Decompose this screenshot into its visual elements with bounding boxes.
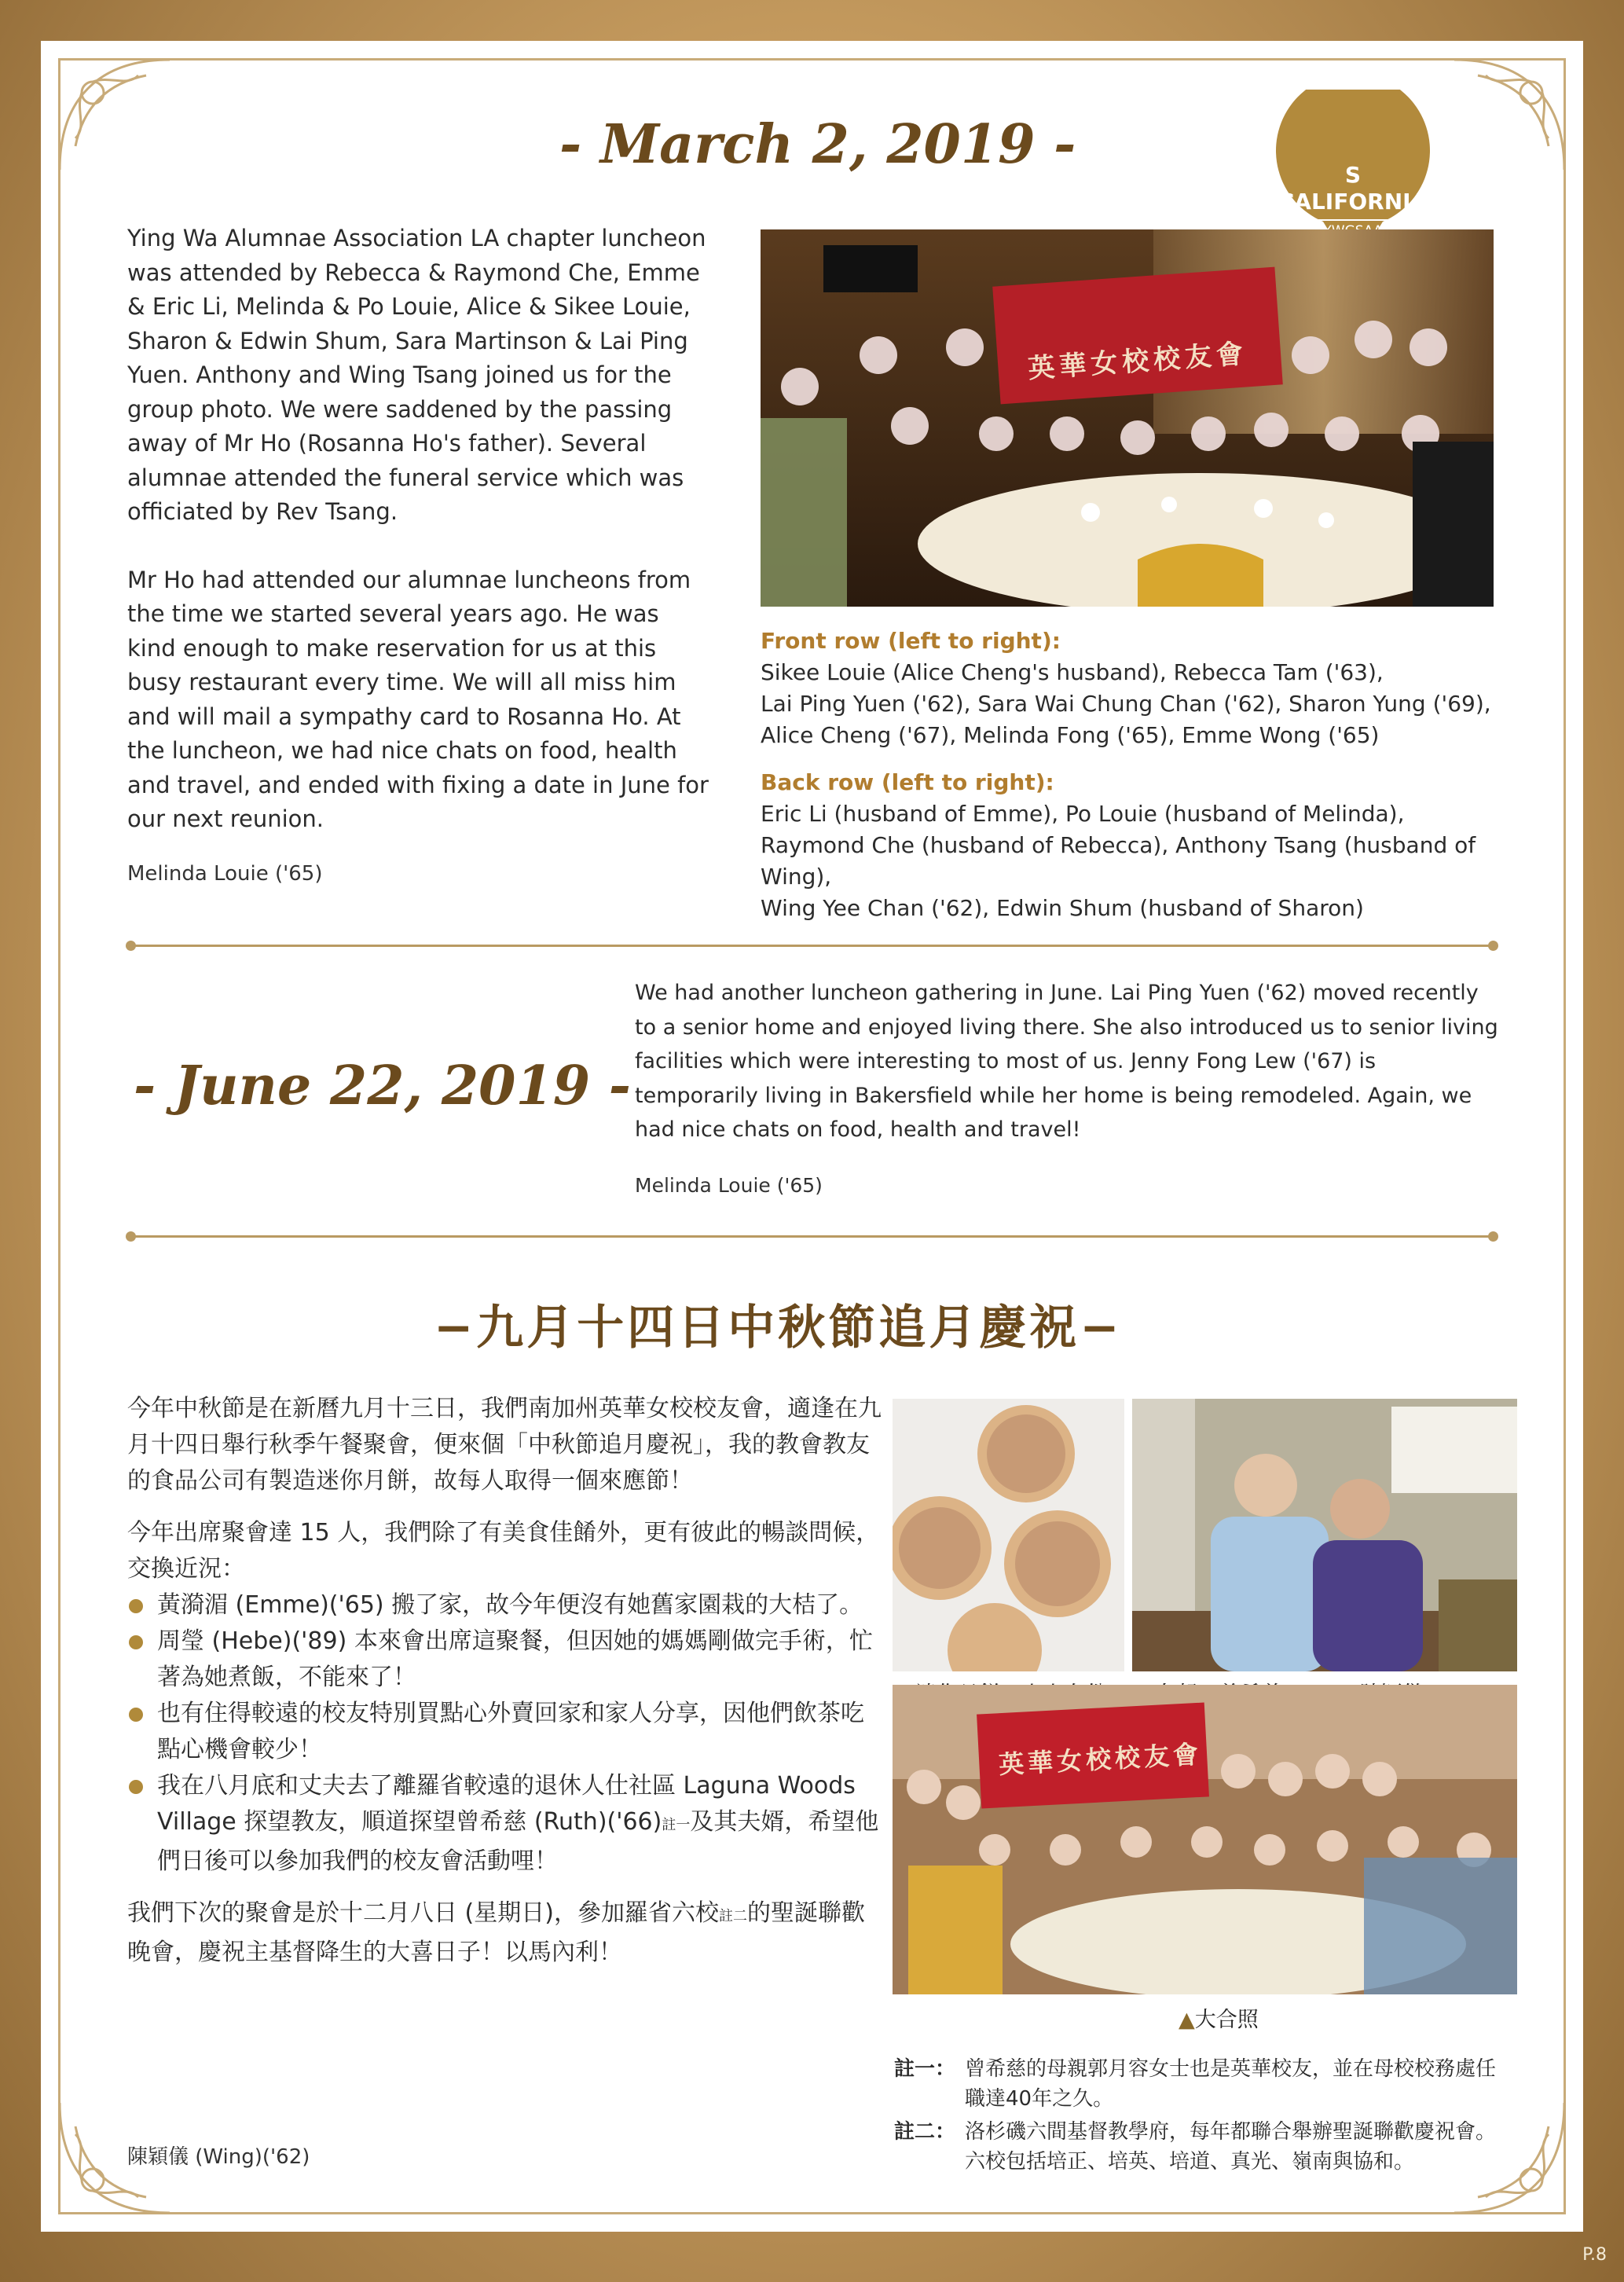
back-row-label: Back row (left to right): — [761, 769, 1054, 795]
note1-ref: 註一 — [662, 1817, 691, 1833]
back-row-line-3: Wing Yee Chan ('62), Edwin Shum (husband of Sharon) — [761, 895, 1364, 921]
front-row-line-2: Lai Ping Yuen ('62), Sara Wai Chung Chan ('62), Sharon Yung ('69), — [761, 691, 1491, 717]
footnote-2-text: 洛杉磯六間基督教學府，每年都聯合舉辦聖誕聯歡慶祝會。六校包括培正、培英、培道、真光、嶺南與協和。 — [965, 2120, 1497, 2174]
badge-line2: CALIFORNIA — [1278, 189, 1428, 215]
group-caption-text: 大合照 — [1194, 2008, 1259, 2032]
section3-bullet-2: 周瑩 (Hebe)('89) 本來會出席這聚餐，但因她的媽媽剛做完手術，忙著為她煮飯，不能來了！ — [127, 1623, 882, 1696]
triangle-icon: ▲ — [1179, 2008, 1195, 2032]
section3-paragraph1: 今年中秋節是在新曆九月十三日，我們南加州英華女校校友會，適逢在九月十四日舉行秋季午餐聚會，便來個「中秋節追月慶祝」，我的教會教友的食品公司有製造迷你月餅，故每人取得一個來應節！ — [127, 1395, 882, 1495]
section3-title: −九月十四日中秋節追月慶祝− — [434, 1301, 1123, 1356]
footnote-1-label: 註一： — [894, 2057, 956, 2081]
march-photo-caption — [761, 626, 1515, 924]
section3-bullet-1: 黃漪湄 (Emme)('65) 搬了家，故今年便沒有她舊家園栽的大桔了。 — [127, 1587, 882, 1623]
page-number: P.8 — [1582, 2245, 1607, 2265]
footnote-1 — [894, 2054, 1507, 2114]
mooncake-photo — [893, 1399, 1124, 1671]
banner-text-september: 英華女校校友會 — [998, 1739, 1203, 1780]
back-row-line-2: Raymond Che (husband of Rebecca), Anthony Tsang (husband of Wing), — [761, 832, 1476, 890]
section3-bullet-3: 也有住得較遠的校友特別買點心外賣回家和家人分享，因他們飲茶吃點心機會較少！ — [127, 1696, 882, 1768]
pair-photo — [1132, 1399, 1517, 1671]
footnote-1-text: 曾希慈的母親郭月容女士也是英華校友，並在母校校務處任職達40年之久。 — [965, 2057, 1497, 2111]
section3-signature: 陳穎儀 (Wing)('62) — [127, 2145, 310, 2169]
page-sheet — [41, 41, 1583, 2232]
section1-paragraph2: Mr Ho had attended our alumnae luncheons from the time we started several years ago. He was kind enough to make reservation for us at this busy restaurant every time. We will all miss him and will mail a sympathy card to Rosanna Ho. At the luncheon, we had nice chats on food, health and travel, and ended with fixing a date in June for our next reunion. — [127, 566, 709, 832]
front-row-line-3: Alice Cheng ('67), Melinda Fong ('65), Emme Wong ('65) — [761, 722, 1380, 748]
section1-paragraph1: Ying Wa Alumnae Association LA chapter luncheon was attended by Rebecca & Raymond Che, Emme & Eric Li, Melinda & Po Louie, Alice & Sikee Louie, Sharon & Edwin Shum, Sara Martinson & Lai Ping Yuen. Anthony and Wing Tsang joined us for the group photo. We were saddened by the passing away of Mr Ho (Rosanna Ho's father). Several alumnae attended the funeral service which was officiated by Rev Tsang. — [127, 225, 706, 525]
front-row-label: Front row (left to right): — [761, 628, 1061, 654]
section3-paragraph3 — [127, 1895, 882, 1971]
section3-paragraph2: 今年出席聚會達 15 人，我們除了有美食佳餚外，更有彼此的暢談問候，交換近況： — [127, 1519, 880, 1583]
section3-bullet-4 — [127, 1768, 882, 1880]
group-caption — [1179, 2002, 1259, 2033]
section2-signature: Melinda Louie ('65) — [635, 1174, 823, 1197]
section1-text — [127, 222, 713, 837]
section3-bullet-4-tail: 及其夫婿，希望他們日後可以參加我們的校友會活動哩！ — [157, 1808, 879, 1875]
section-divider-2 — [130, 1235, 1494, 1238]
corner-ornament-top-right — [1446, 52, 1572, 178]
front-row-line-1: Sikee Louie (Alice Cheng's husband), Rebecca Tam ('63), — [761, 659, 1384, 685]
section3-text — [127, 1391, 882, 1971]
section3-paragraph3-a: 我們下次的聚會是於十二月八日 (星期日)，參加羅省六校 — [127, 1899, 719, 1927]
section3-bullet-4-text: 我在八月底和丈夫去了離羅省較遠的退休人仕社區 Laguna Woods Village 探望教友，順道探望曾希慈 (Ruth)('66) — [157, 1772, 856, 1836]
group-photo-march — [761, 229, 1494, 607]
section1-title: - March 2, 2019 - — [559, 113, 1076, 176]
group-photo-september-image — [893, 1685, 1517, 1994]
footnote-2-label: 註二： — [894, 2120, 956, 2144]
back-row-line-1: Eric Li (husband of Emme), Po Louie (husband of Melinda), — [761, 801, 1405, 827]
section1-signature: Melinda Louie ('65) — [127, 862, 323, 886]
badge-line1: S — [1344, 162, 1362, 188]
section2-title: - June 22, 2019 - — [134, 1055, 632, 1117]
corner-ornament-top-left — [52, 52, 178, 178]
footnote-2 — [894, 2117, 1507, 2177]
note2-ref: 註二 — [718, 1908, 747, 1924]
section-divider-1 — [130, 945, 1494, 947]
section3-paragraph3-b: 的聖誕聯歡晚會，慶祝主基督降生的大喜日子！以馬內利！ — [127, 1899, 865, 1966]
banner-text: 英華女校校友會 — [1027, 338, 1249, 385]
section2-paragraph: We had another luncheon gathering in June. Lai Ping Yuen ('62) moved recently to a senior home and enjoyed living there. She also introduced us to senior living facilities which were interesting to most of us. Jenny Fong Lew ('67) is temporarily living in Bakersfield while her home is being remodeled. Again, we had nice chats on food, health and travel! — [635, 981, 1498, 1142]
